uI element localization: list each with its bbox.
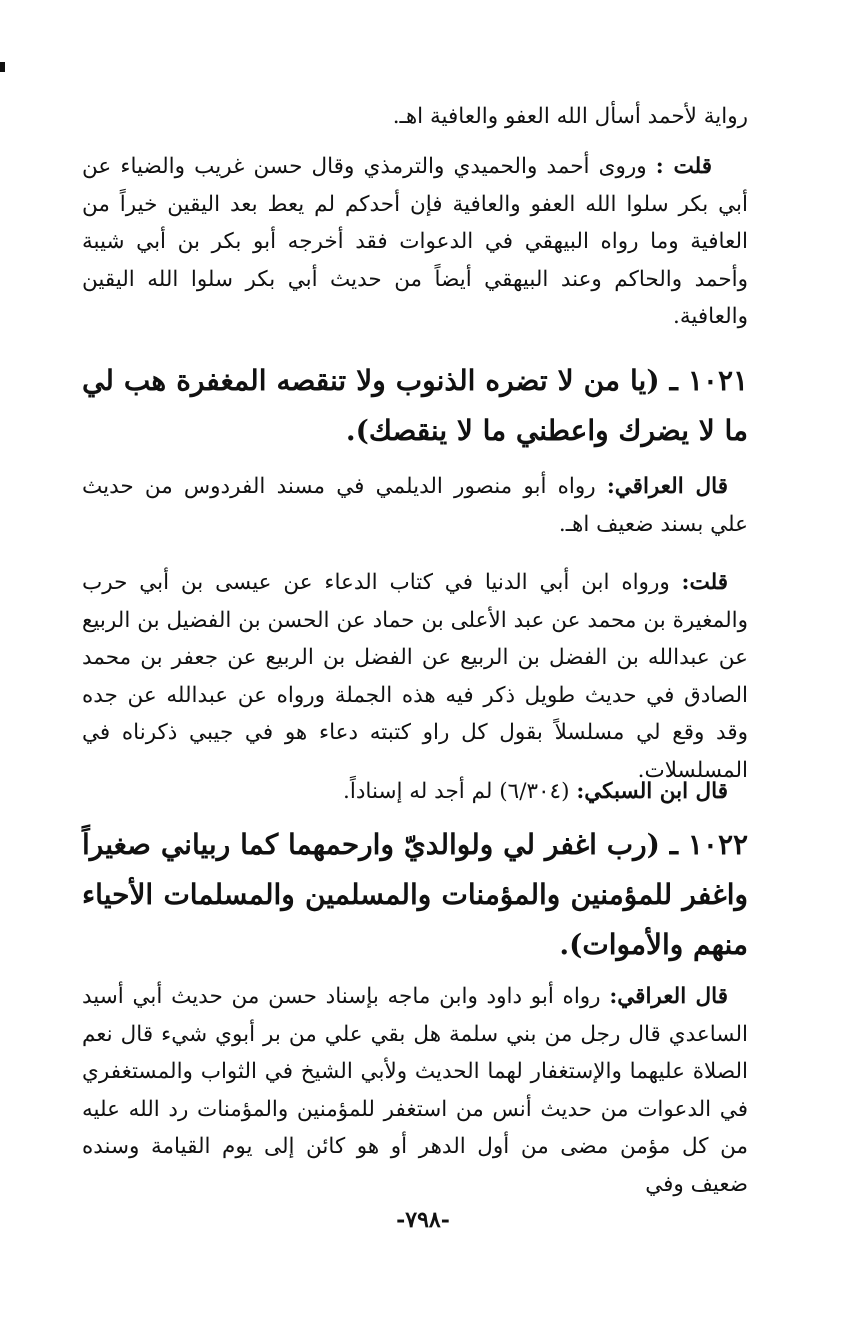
hadith-1021-block	[82, 356, 748, 456]
paragraph-1-block	[82, 98, 748, 136]
paragraph-4-block	[82, 564, 748, 789]
paragraph-6	[82, 978, 748, 1203]
paragraph-6-text: رواه أبو داود وابن ماجه بإسناد حسن من حديث أبي أسيد الساعدي قال رجل من بني سلمة هل بقي علي من بر أبوي شيء قال نعم الصلاة عليهما والإستغفار لهما الحديث ولأبي الشيخ في الثواب والمستغفري في الدعوات من حديث أنس من استغفر للمؤمنين والمؤمنات رد الله عليه من كل مؤمن مضى من أول الدهر أو هو كائن إلى يوم القيامة وسنده ضعيف وفي	[82, 984, 748, 1197]
hadith-1022-number: ١٠٢٢ ـ	[669, 828, 749, 861]
paragraph-2-block	[82, 148, 748, 336]
paragraph-3	[82, 468, 748, 543]
hadith-1022-block	[82, 820, 748, 970]
hadith-1021-text: (يا من لا تضره الذنوب ولا تنقصه المغفرة هب لي ما لا يضرك واعطني ما لا ينقصك).	[82, 364, 748, 447]
hadith-1021-heading	[82, 356, 748, 456]
paragraph-4-text: ورواه ابن أبي الدنيا في كتاب الدعاء عن عيسى بن أبي حرب والمغيرة بن محمد عن عبد الأعلى بن حماد عن الحسن بن الفضيل بن الربيع عن عبدالله بن الفضل بن الربيع عن الفضل بن الربيع عن جعفر بن محمد الصادق في حديث طويل ذكر فيه هذه الجملة ورواه عن عبدالله عن جده وقد وقع لي مسلسلاً بقول كل راو كتبته دعاء هو في جيبي ذكرناه في المسلسلات.	[82, 570, 748, 783]
hadith-1022-heading	[82, 820, 748, 970]
paragraph-6-block	[82, 978, 748, 1203]
paragraph-4	[82, 564, 748, 789]
paragraph-5-text: (٦/٣٠٤) لم أجد له إسناداً.	[343, 779, 570, 804]
paragraph-2	[82, 148, 748, 336]
paragraph-4-lead: قلت:	[681, 570, 728, 595]
paragraph-2-lead: قلت :	[655, 154, 712, 179]
paragraph-5-block	[82, 773, 748, 811]
paragraph-1: رواية لأحمد أسأل الله العفو والعافية اهـ.	[392, 104, 748, 129]
paragraph-3-text: رواه أبو منصور الديلمي في مسند الفردوس من حديث علي بسند ضعيف اهـ.	[82, 474, 748, 537]
hadith-1022-text: (رب اغفر لي ولوالديّ وارحمهما كما ربياني صغيراً واغفر للمؤمنين والمؤمنات والمسلمين والمسلمات الأحياء منهم والأموات).	[82, 828, 748, 961]
page-number: -٧٩٨-	[396, 1207, 450, 1233]
hadith-1021-number: ١٠٢١ ـ	[669, 364, 749, 397]
paragraph-5-lead: قال ابن السبكي:	[576, 779, 728, 804]
paragraph-6-lead: قال العراقي:	[609, 984, 729, 1009]
scan-mark	[0, 62, 5, 72]
paragraph-3-block	[82, 468, 748, 543]
paragraph-2-text: وروى أحمد والحميدي والترمذي وقال حسن غريب والضياء عن أبي بكر سلوا الله العفو والعافية فإن أحدكم لم يعط بعد اليقين خيراً من العافية وما رواه البيهقي في الدعوات فقد أخرجه أبو بكر بن أبي شيبة وأحمد والحاكم وعند البيهقي أيضاً من حديث أبي بكر سلوا الله اليقين والعافية.	[82, 154, 748, 329]
paragraph-3-lead: قال العراقي:	[606, 474, 728, 499]
paragraph-5	[82, 773, 748, 811]
